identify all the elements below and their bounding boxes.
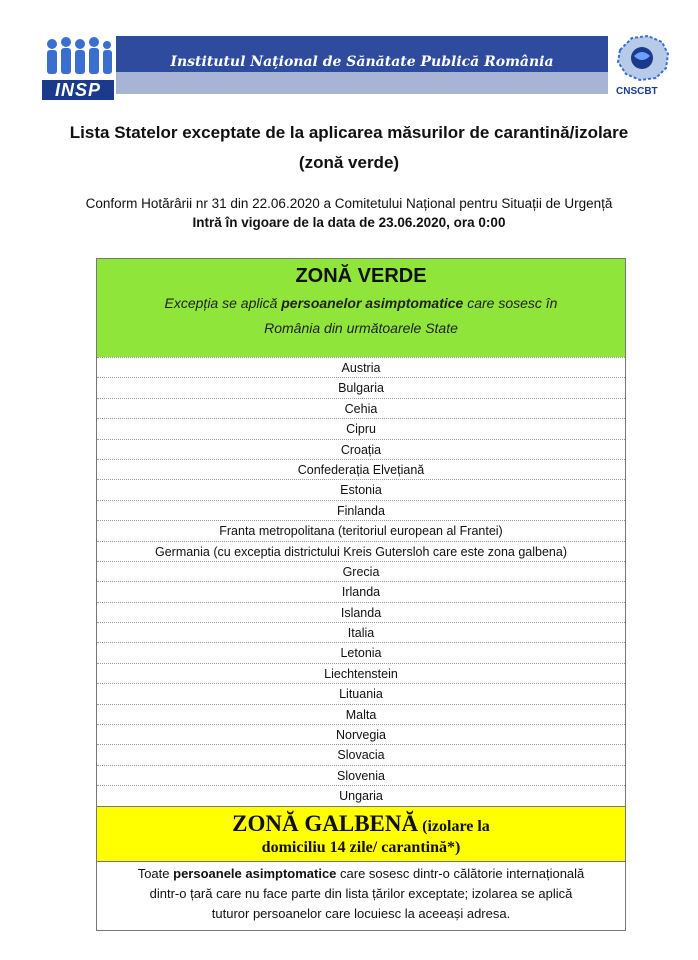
- yellow-zone-header: [97, 806, 625, 861]
- zones-table: [96, 258, 626, 931]
- country-row: Letonia: [97, 642, 625, 662]
- country-row: Ungaria: [97, 785, 625, 805]
- country-row: Confederația Elvețiană: [97, 459, 625, 479]
- green-zone-header: [97, 259, 625, 357]
- banner-title: Institutul Național de Sănătate Publică România: [170, 54, 554, 70]
- country-row: Franta metropolitana (teritoriul european al Frantei): [97, 520, 625, 540]
- title-line-2: (zonă verde): [298, 153, 400, 172]
- green-zone-description: [97, 289, 625, 317]
- note-pre: Toate: [137, 865, 174, 881]
- yellow-zone-sub1: (izolare la: [422, 817, 490, 835]
- document-title: [20, 118, 678, 178]
- note-line-1: [101, 864, 621, 884]
- green-desc-post: care sosesc în: [463, 295, 558, 311]
- yellow-zone-heading-line: [97, 811, 625, 837]
- country-row: Cipru: [97, 418, 625, 438]
- country-row: Cehia: [97, 398, 625, 418]
- green-zone-country-list: [97, 357, 625, 806]
- title-line-1: Lista Statelor exceptate de la aplicarea măsurilor de carantină/izolare: [69, 123, 629, 142]
- country-row: Lituania: [97, 683, 625, 703]
- insp-logo-text: INSP: [42, 80, 114, 100]
- country-row: Islanda: [97, 602, 625, 622]
- green-zone-description-line2: România din următoarele State: [264, 320, 458, 336]
- country-row: Slovenia: [97, 765, 625, 785]
- country-row: Italia: [97, 622, 625, 642]
- note-line1-post: care sosesc dintr-o călătorie internațională: [336, 865, 585, 881]
- document-header: [40, 30, 674, 100]
- country-row: Bulgaria: [97, 377, 625, 397]
- decision-info: [20, 194, 678, 232]
- country-row: Norvegia: [97, 724, 625, 744]
- country-row: Slovacia: [97, 744, 625, 764]
- green-desc-pre: Excepția se aplică: [164, 295, 282, 311]
- cnscbt-logo-text: CNSCBT: [616, 86, 658, 97]
- country-row: Liechtenstein: [97, 663, 625, 683]
- yellow-zone-heading: ZONĂ GALBENĂ: [232, 810, 419, 836]
- country-row: Germania (cu exceptia districtului Kreis Gutersloh care este zona galbena): [97, 541, 625, 561]
- country-row: Austria: [97, 357, 625, 377]
- country-row: Finlanda: [97, 500, 625, 520]
- note-line-2: dintr-o țară care nu face parte din lista țărilor exceptate; izolarea se aplică: [149, 885, 573, 901]
- country-row: Croația: [97, 439, 625, 459]
- country-row: Malta: [97, 704, 625, 724]
- yellow-zone-sub2: domiciliu 14 zile/ carantină*): [261, 838, 461, 856]
- yellow-zone-note: [97, 861, 625, 930]
- green-desc-bold: persoanelor asimptomatice: [281, 295, 464, 311]
- note-line-3: tuturor persoanelor care locuiesc la aceeași adresa.: [211, 905, 511, 921]
- green-zone-heading: ZONĂ VERDE: [295, 265, 427, 287]
- institute-banner: [116, 36, 608, 94]
- country-row: Estonia: [97, 479, 625, 499]
- decision-line: Conform Hotărârii nr 31 din 22.06.2020 a Comitetului Național pentru Situații de Urgență: [85, 196, 613, 211]
- country-row: Grecia: [97, 561, 625, 581]
- note-bold: persoanele asimptomatice: [173, 865, 337, 881]
- effective-date-line: Intră în vigoare de la data de 23.06.2020, ora 0:00: [192, 215, 506, 230]
- country-row: Irlanda: [97, 581, 625, 601]
